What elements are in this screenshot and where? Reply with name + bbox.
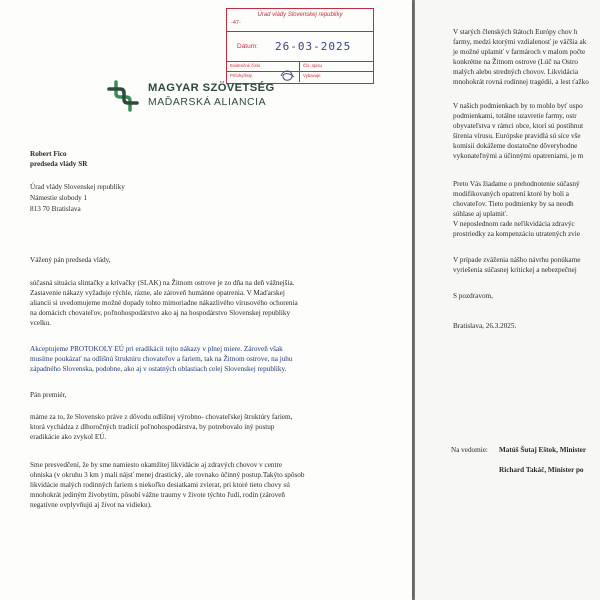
alliance-logo-icon [106,79,140,113]
stamp-reg-label: Evidenčné číslo [230,63,261,68]
paragraph-line: na domácich chovateľov, poľnohospodárstvo ako aj na hospodárstvo Slovenskej republiky [30,309,291,317]
paragraph-line: eradikácie ako zvykol EÚ. [30,433,107,441]
cc-recipient-1: Matúš Šutaj Eštok, Minister [499,446,587,454]
paragraph-line: vcelku. [30,319,51,327]
paragraph-line: konkrétne na Žitnom ostrove (Lúč na Ostro [453,58,578,66]
registry-stamp [226,8,374,84]
recipient-street: Námestie slobody 1 [30,194,88,202]
stamp-date-value: 26-03-2025 [275,40,352,53]
paragraph-line: malých alebo stredných chovov. Likvidácia [453,68,579,76]
paragraph-line: máme za to, že Slovensko práve z dôvodu odlišnej výrobno- chovateľskej štruktúry fariem, [30,413,293,421]
paragraph-line: súhlase aj uplatniť. [453,210,508,218]
paragraph-line: Zastavenie nákazy vyžaduje rýchle, rázne, ale zároveň humánne opatrenia. V Maďarskej [30,289,285,297]
paragraph-line: šírenia vírusu. Európske pravidlá sú síce vše [453,132,581,140]
stamp-attach-label: Prílohy/listy [230,73,252,78]
paragraph-line: súčasná situácia slintačky a krívačky (SLAK) na Žitnom ostrove je zo dňa na deň vážnejšia. [30,279,295,287]
recipient-name: Robert Fico [30,150,67,158]
stamp-handler-label: Vybavuje [303,73,321,78]
paragraph-line: podmienkami, totálne uzavretie farmy, ostr [453,112,577,120]
logo-title: MAGYAR SZÖVETSÉG [148,82,275,94]
paragraph-line: V starých členských štátoch Európy chov h [453,28,578,36]
handwritten-mark-icon [277,67,299,85]
paragraph-line: mnohokrát rovná rodinnej tragédii, a lest ťažko [453,78,589,86]
paragraph-line: likvidácie malých rodinných fariem s niekoľko desiatkami zvierat, pri ktoré tieto chovy sú [30,481,290,489]
paragraph-line: V neposlednom rade neľikvidácia zdravýc [453,220,575,228]
paragraph-line: negatívne ovplyvňujú aj život na vidieku). [30,501,152,509]
paragraph-line: prostriedky za kompenzáciu utratených zvie [453,230,580,238]
paragraph-line: mnohokrát jediným živobytím, pôsobí vážne traumy v živote týchto ľudí, rodín (zároveň [30,491,286,499]
paragraph-line: V našich podmienkach by to mohlo byť uspo [453,102,583,110]
paragraph-line: komisii dokážeme dostatočne dôveryhodne [453,142,578,150]
paragraph-line: Preto Vás žiadame o prehodnotenie súčasný [453,180,580,188]
logo-subtitle: MAĎARSKÁ ALIANCIA [148,97,267,108]
paragraph-line: Sme presvedčení, že by sme namiesto okamžitej likvidácie aj zdravých chovov v centre [30,461,283,469]
recipient-org: Úrad vlády Slovenskej republiky [30,183,125,191]
paragraph-line: aliancii si uvedomujeme možné dopady tohto mimoriadne nákazlivého vírusového ochorenia [30,299,298,307]
cc-recipient-2: Richard Takáč, Minister po [499,466,584,474]
recipient-role: predseda vlády SR [30,160,88,168]
stamp-date-label: Dátum: [237,43,258,50]
stamp-count-label: Čís. spisu [303,63,322,68]
paragraph-line: ktorá vychádza z dlhoročných tradícií poľnohospodárstva, by potrebovalo iný postup [30,423,275,431]
letter-page-right [415,0,600,600]
paragraph-line: Akceptujeme PROTOKOLY EÚ pri eradikácii tejto nákazy v plnej miere. Zároveň však [30,345,283,353]
paragraph-line: chovateľov. Tieto podmienky by sa neodh [453,200,574,208]
stamp-office: Úrad vlády Slovenskej republiky [257,12,343,18]
cc-label: Na vedomie: [451,446,488,454]
paragraph-line: vyriešenia súčasnej kritickej a nebezpečnej [453,266,577,274]
stamp-number: -47- [231,20,241,26]
paragraph-line: musíme poukázať na odlišnú štruktúru chovateľov a fariem, tak na Žitnom ostrove, na juhu [30,355,293,363]
greeting: S pozdravom, [453,292,493,300]
paragraph-line: Pán premiér, [30,391,67,399]
recipient-city: 813 70 Bratislava [30,205,81,213]
paragraph-line: vykonateľnými a účinnými opatreniami, je m [453,152,584,160]
paragraph-line: západného Slovenska, podobne, ako aj v ostatných oblastiach celej Slovenskej republiky. [30,365,287,373]
paragraph-line: V prípade zváženia nášho návrhu ponúkame [453,256,581,264]
paragraph-line: farmy, medzi ktorými vzdialenosť je väčšia ak [453,38,587,46]
paragraph-line: ohniska (v okruhu 3 km ) mali nájsť menej drastický, ale rovnako účinný postup.Takýto spôsob [30,471,305,479]
paragraph-line: je možné uplatniť v farmároch v malom počte [453,48,586,56]
paragraph-line: obyvateľstva v rámci obce, ktorí sú postihnut [453,122,584,130]
place-date: Bratislava, 26.3.2025. [453,322,517,330]
paragraph-line: modifikovaných opatrení ktoré by boli a [453,190,569,198]
salutation: Vážený pán predseda vlády, [30,256,111,264]
